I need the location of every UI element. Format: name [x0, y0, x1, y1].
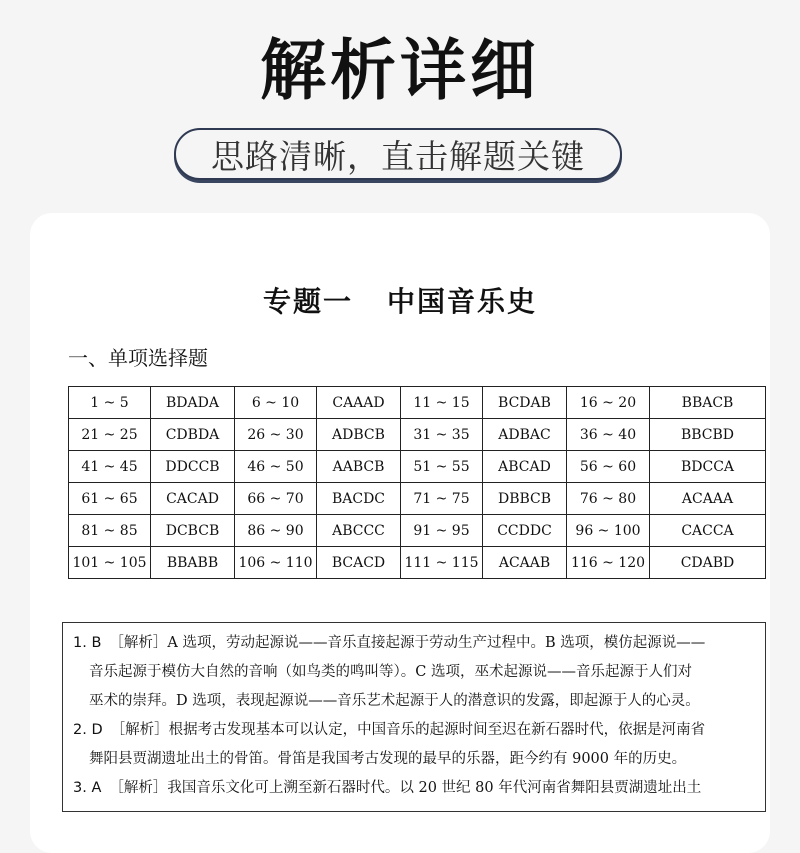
answer-cell: CACAD	[151, 483, 235, 515]
table-row	[69, 451, 766, 483]
question-range-cell: 51 ~ 55	[401, 451, 483, 483]
explanation-line	[73, 774, 755, 803]
question-range-cell: 81 ~ 85	[69, 515, 151, 547]
question-range-cell: 106 ~ 110	[235, 547, 317, 579]
document-title	[0, 280, 800, 324]
answer-cell: CDBDA	[151, 419, 235, 451]
explanation-line	[73, 745, 755, 774]
question-range-cell: 61 ~ 65	[69, 483, 151, 515]
question-range-cell: 1 ~ 5	[69, 387, 151, 419]
answer-cell: ADBAC	[483, 419, 567, 451]
document-title-topic: 专题一	[262, 285, 353, 318]
question-range-cell: 26 ~ 30	[235, 419, 317, 451]
explanation-line	[73, 687, 755, 716]
promo-subtitle-pill	[174, 128, 622, 180]
question-range-cell: 31 ~ 35	[401, 419, 483, 451]
answer-cell: BDADA	[151, 387, 235, 419]
promo-subtitle: 思路清晰，直击解题关键	[211, 136, 585, 176]
explanation-tag: ［解析］	[110, 722, 169, 738]
promo-headline: 解析详细	[260, 31, 540, 109]
question-range-cell: 21 ~ 25	[69, 419, 151, 451]
explanations-box	[62, 622, 766, 812]
explanation-text: A 选项，劳动起源说——音乐直接起源于劳动生产过程中。B 选项，模仿起源说——	[167, 635, 706, 651]
explanation-text: 巫术的崇拜。D 选项，表现起源说——音乐艺术起源于人的潜意识的发露，即起源于人的心灵。	[89, 693, 700, 709]
table-row	[69, 547, 766, 579]
answer-cell: CACCA	[650, 515, 766, 547]
question-number: 1. B	[73, 635, 102, 651]
question-number: 3. A	[73, 780, 102, 796]
question-range-cell: 41 ~ 45	[69, 451, 151, 483]
table-row	[69, 515, 766, 547]
answer-cell: DCBCB	[151, 515, 235, 547]
question-range-cell: 71 ~ 75	[401, 483, 483, 515]
explanation-text: 舞阳县贾湖遗址出土的骨笛。骨笛是我国考古发现的最早的乐器，距今约有 9000 年的历史。	[89, 751, 687, 767]
answer-cell: BCDAB	[483, 387, 567, 419]
question-range-cell: 111 ~ 115	[401, 547, 483, 579]
question-range-cell: 86 ~ 90	[235, 515, 317, 547]
question-number: 2. D	[73, 722, 103, 738]
explanation-line	[73, 658, 755, 687]
answer-cell: ACAAA	[650, 483, 766, 515]
answer-key-table	[68, 386, 766, 579]
question-range-cell: 96 ~ 100	[567, 515, 650, 547]
answer-cell: CDABD	[650, 547, 766, 579]
question-range-cell: 101 ~ 105	[69, 547, 151, 579]
question-range-cell: 91 ~ 95	[401, 515, 483, 547]
answer-cell: BCACD	[317, 547, 401, 579]
question-range-cell: 16 ~ 20	[567, 387, 650, 419]
answer-cell: DDCCB	[151, 451, 235, 483]
explanation-line	[73, 716, 755, 745]
answer-cell: BBACB	[650, 387, 766, 419]
answer-cell: ACAAB	[483, 547, 567, 579]
answer-cell: AABCB	[317, 451, 401, 483]
explanation-tag: ［解析］	[109, 780, 168, 796]
answer-cell: CAAAD	[317, 387, 401, 419]
explanation-tag: ［解析］	[109, 635, 168, 651]
question-range-cell: 56 ~ 60	[567, 451, 650, 483]
table-row	[69, 387, 766, 419]
explanation-line	[73, 629, 755, 658]
answer-cell: BACDC	[317, 483, 401, 515]
answer-cell: BDCCA	[650, 451, 766, 483]
document-title-subject: 中国音乐史	[387, 285, 538, 318]
explanation-text: 根据考古发现基本可以认定，中国音乐的起源时间至迟在新石器时代，依据是河南省	[168, 722, 706, 738]
answer-cell: BBABB	[151, 547, 235, 579]
question-range-cell: 6 ~ 10	[235, 387, 317, 419]
question-range-cell: 66 ~ 70	[235, 483, 317, 515]
section-heading: 一、单项选择题	[68, 346, 208, 370]
question-range-cell: 76 ~ 80	[567, 483, 650, 515]
table-row	[69, 483, 766, 515]
answer-cell: BBCBD	[650, 419, 766, 451]
question-range-cell: 11 ~ 15	[401, 387, 483, 419]
answer-cell: DBBCB	[483, 483, 567, 515]
explanation-text: 音乐起源于模仿大自然的音响（如鸟类的鸣叫等）。C 选项，巫术起源说——音乐起源于人们对	[89, 664, 692, 680]
question-range-cell: 46 ~ 50	[235, 451, 317, 483]
answer-cell: CCDDC	[483, 515, 567, 547]
question-range-cell: 36 ~ 40	[567, 419, 650, 451]
table-row	[69, 419, 766, 451]
answer-cell: ABCAD	[483, 451, 567, 483]
answer-cell: ABCCC	[317, 515, 401, 547]
explanation-text: 我国音乐文化可上溯至新石器时代。以 20 世纪 80 年代河南省舞阳县贾湖遗址出土	[167, 780, 702, 796]
question-range-cell: 116 ~ 120	[567, 547, 650, 579]
answer-cell: ADBCB	[317, 419, 401, 451]
